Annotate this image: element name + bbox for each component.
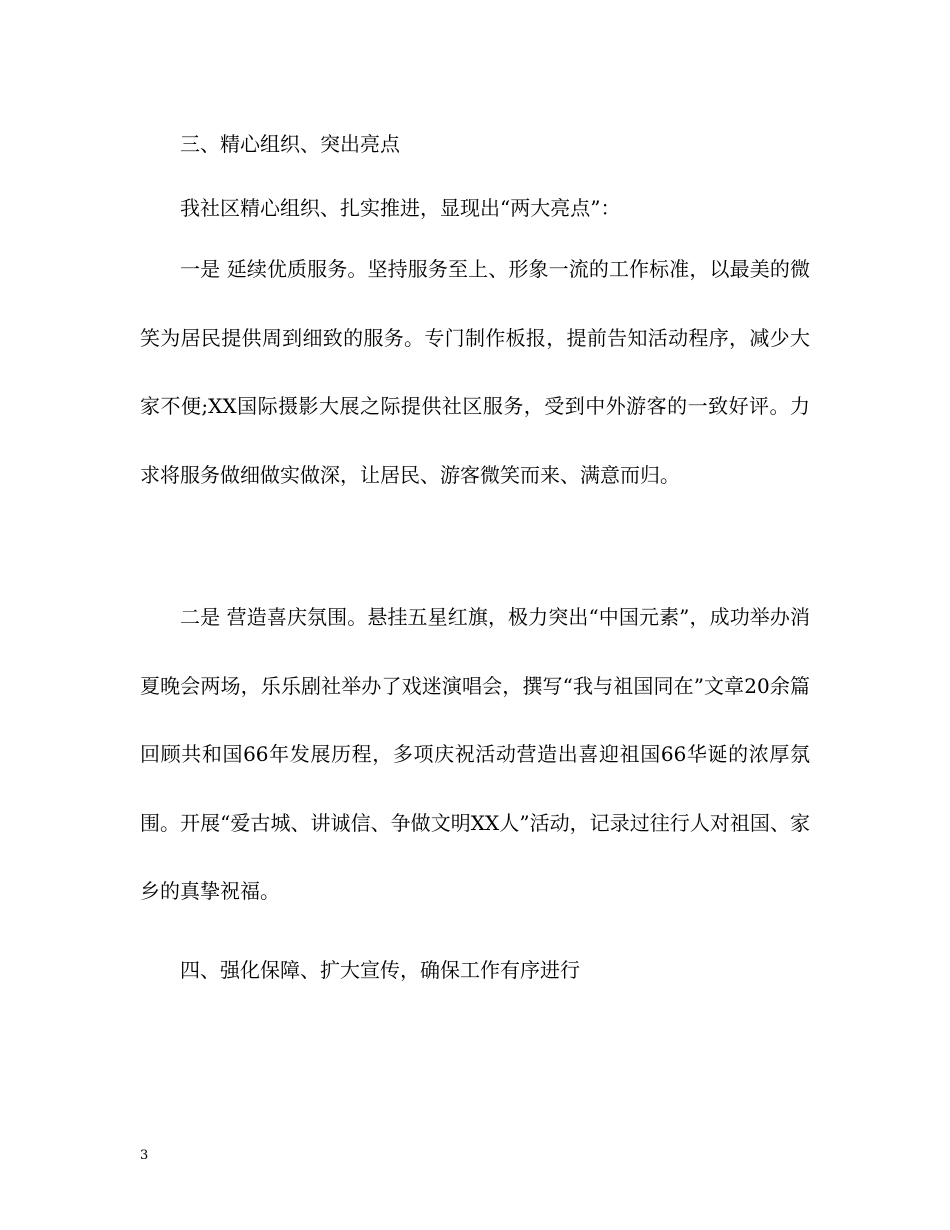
page-number: 3 <box>140 1148 149 1163</box>
intro-paragraph: 我社区精心组织、扎实推进，显现出“两大亮点”： <box>180 196 621 220</box>
paragraph-quality-service: 一是 延续优质服务。坚持服务至上、形象一流的工作标准，以最美的微笑为居民提供周到细致的服务。专门制作板报，提前告知活动程序，减少大家不便;XX国际摄影大展之际提供社区服务，受到中外游客的一致好评。力求将服务做细做实做深，让居民、游客微笑而来、满意而归。 <box>140 257 810 487</box>
section-heading-three: 三、精心组织、突出亮点 <box>180 132 400 156</box>
section-heading-four: 四、强化保障、扩大宣传，确保工作有序进行 <box>180 958 580 982</box>
paragraph-festive-atmosphere: 二是 营造喜庆氛围。悬挂五星红旗，极力突出“中国元素”，成功举办消夏晚会两场，乐乐剧社举办了戏迷演唱会，撰写“我与祖国同在”文章20余篇回顾共和国66年发展历程，多项庆祝活动营造出喜迎祖国66华诞的浓厚氛围。开展“爱古城、讲诚信、争做文明XX人”活动，记录过往行人对祖国、家乡的真挚祝福。 <box>140 605 810 903</box>
